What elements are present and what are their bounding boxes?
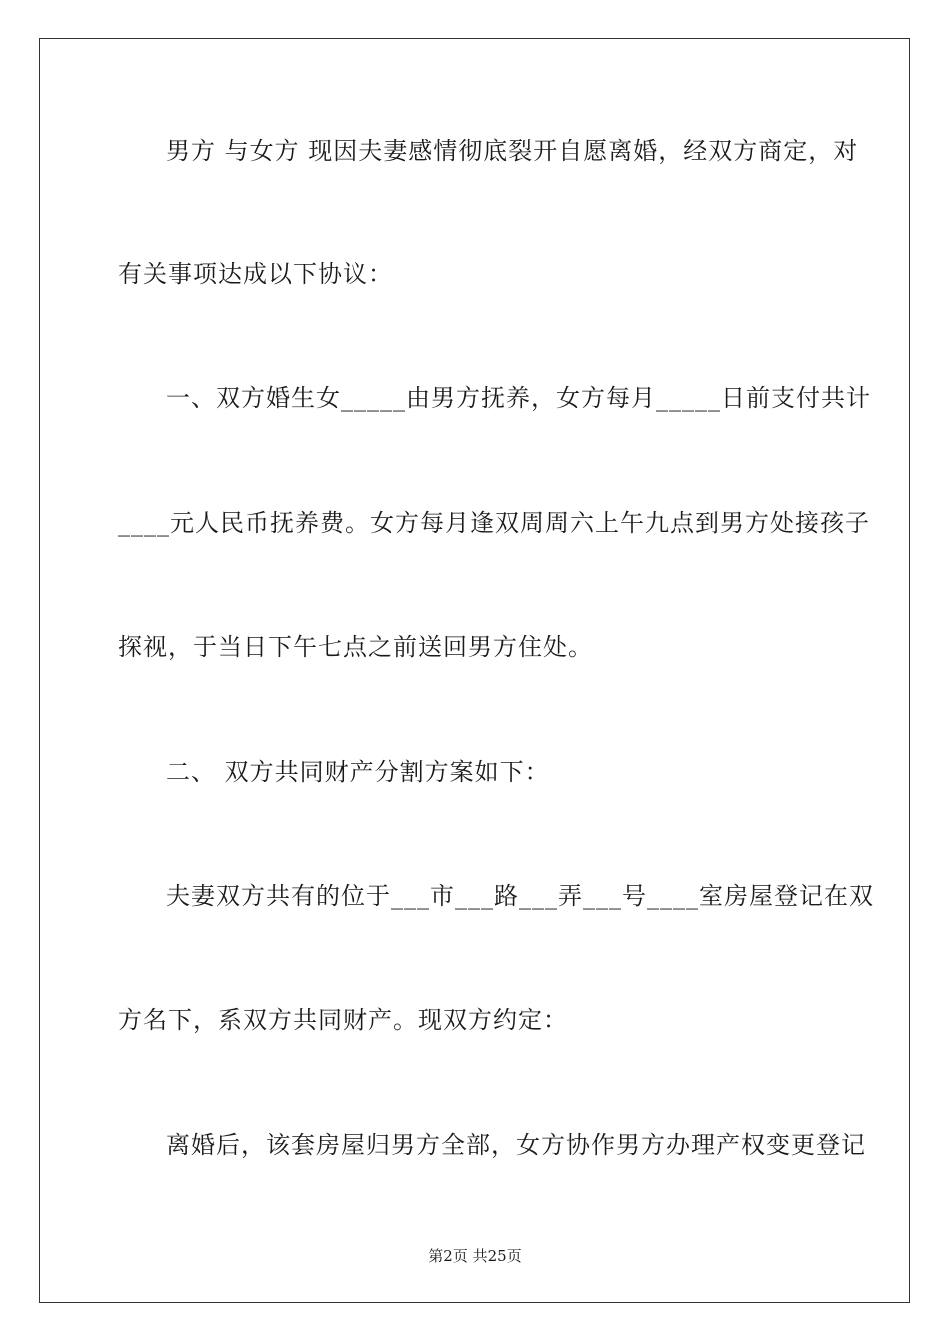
page-footer: 第2页 共25页 <box>428 1247 522 1265</box>
paragraph-line-2: 有关事项达成以下协议： <box>118 260 393 288</box>
paragraph-line-3: 一、双方婚生女_____由男方抚养，女方每月_____日前支付共计 <box>166 384 871 412</box>
page-border <box>39 38 910 1303</box>
paragraph-line-5: 探视，于当日下午七点之前送回男方住处。 <box>118 633 593 661</box>
paragraph-line-7: 夫妻双方共有的位于___市___路___弄___号____室房屋登记在双 <box>166 882 874 910</box>
paragraph-line-4: ____元人民币抚养费。女方每月逢双周周六上午九点到男方处接孩子 <box>118 509 870 537</box>
paragraph-line-1: 男方 与女方 现因夫妻感情彻底裂开自愿离婚，经双方商定，对 <box>166 137 859 165</box>
paragraph-line-9: 离婚后，该套房屋归男方全部，女方协作男方办理产权变更登记 <box>166 1131 866 1159</box>
paragraph-line-6: 二、 双方共同财产分割方案如下： <box>166 758 550 786</box>
paragraph-line-8: 方名下，系双方共同财产。现双方约定： <box>118 1006 568 1034</box>
